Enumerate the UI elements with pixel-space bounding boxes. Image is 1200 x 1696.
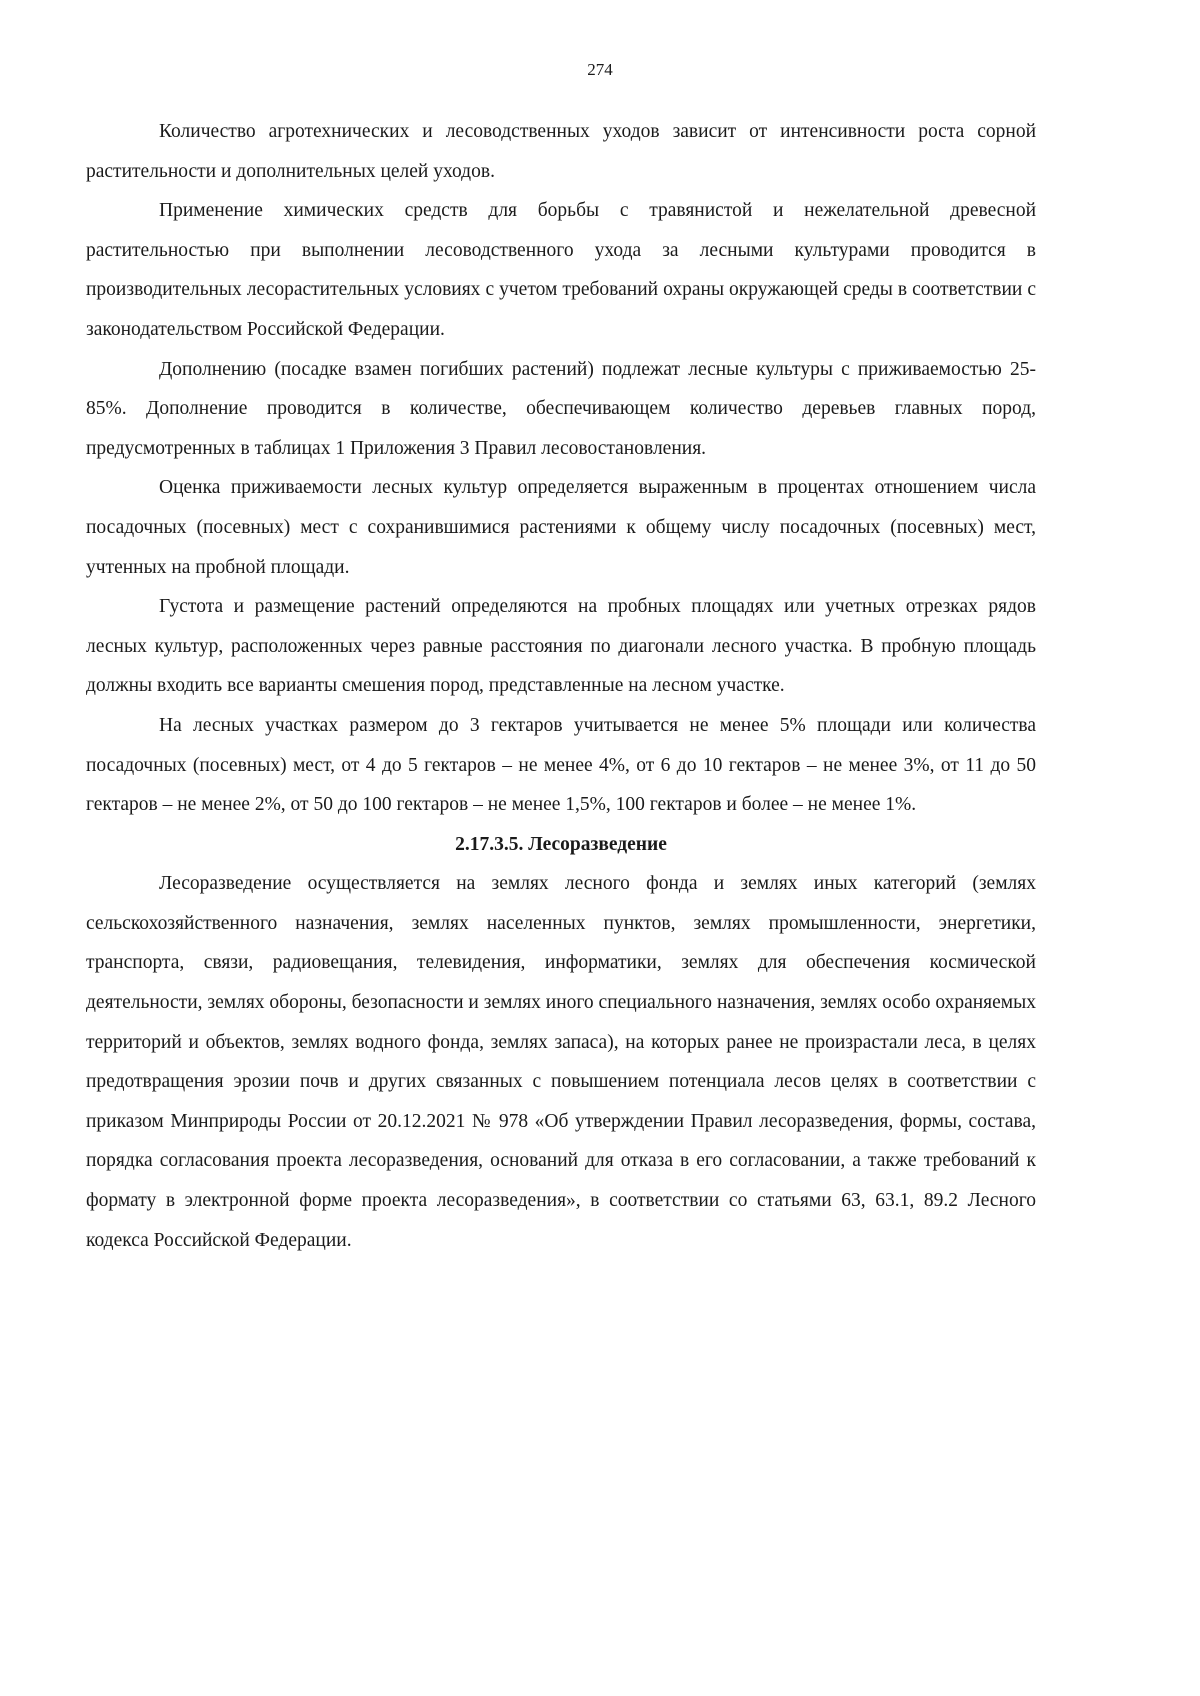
paragraph-afforestation: Лесоразведение осуществляется на землях лесного фонда и землях иных категорий (землях сельскохозяйственного назначения, землях населенных пунктов, землях промышленности, энергетики, транспорта, связи, радиовещания, телевидения, информатики, землях для обеспечения космической деятельности, землях обороны, безопасности и землях иного специального назначения, землях особо охраняемых территорий и объектов, землях водного фонда, землях запаса), на которых ранее не произрастали леса, в целях предотвращения эрозии почв и других связанных с повышением потенциала лесов целях в соответствии с приказом Минприроды России от 20.12.2021 № 978 «Об утверждении Правил лесоразведения, формы, состава, порядка согласования проекта лесоразведения, оснований для отказа в его согласовании, а также требований к формату в электронной форме проекта лесоразведения», в соответствии со статьями 63, 63.1, 89.2 Лесного кодекса Российской Федерации.	[86, 873, 1036, 1251]
page-number: 274	[587, 60, 613, 79]
paragraph-chemical-means: Применение химических средств для борьбы с травянистой и нежелательной древесной растительностью при выполнении лесоводственного ухода за лесными культурами проводится в производительных лесорастительных условиях с учетом требований охраны окружающей среды в соответствии с законодательством Российской Федерации.	[86, 200, 1036, 340]
paragraph-sampling-area: На лесных участках размером до 3 гектаров учитывается не менее 5% площади или количества посадочных (посевных) мест, от 4 до 5 гектаров – не менее 4%, от 6 до 10 гектаров – не менее 3%, от 11 до 50 гектаров – не менее 2%, от 50 до 100 гектаров – не менее 1,5%, 100 гектаров и более – не менее 1%.	[86, 714, 1036, 816]
section-heading-afforestation: 2.17.3.5. Лесоразведение	[455, 833, 667, 855]
paragraph-supplementing: Дополнению (посадке взамен погибших растений) подлежат лесные культуры с приживаемостью 25-85%. Дополнение проводится в количестве, обеспечивающем количество деревьев главных пород, предусмотренных в таблицах 1 Приложения 3 Правил лесовостановления.	[86, 358, 1036, 459]
paragraph-care-count: Количество агротехнических и лесоводственных уходов зависит от интенсивности роста сорной растительности и дополнительных целей уходов.	[86, 121, 1036, 182]
paragraph-survival-rate: Оценка приживаемости лесных культур определяется выраженным в процентах отношением числа посадочных (посевных) мест с сохранившимися растениями к общему числу посадочных (посевных) мест, учтенных на пробной площади.	[86, 477, 1036, 578]
document-body	[86, 112, 1036, 1260]
paragraph-density-placement: Густота и размещение растений определяются на пробных площадях или учетных отрезках рядов лесных культур, расположенных через равные расстояния по диагонали лесного участка. В пробную площадь должны входить все варианты смешения пород, представленные на лесном участке.	[86, 596, 1036, 697]
